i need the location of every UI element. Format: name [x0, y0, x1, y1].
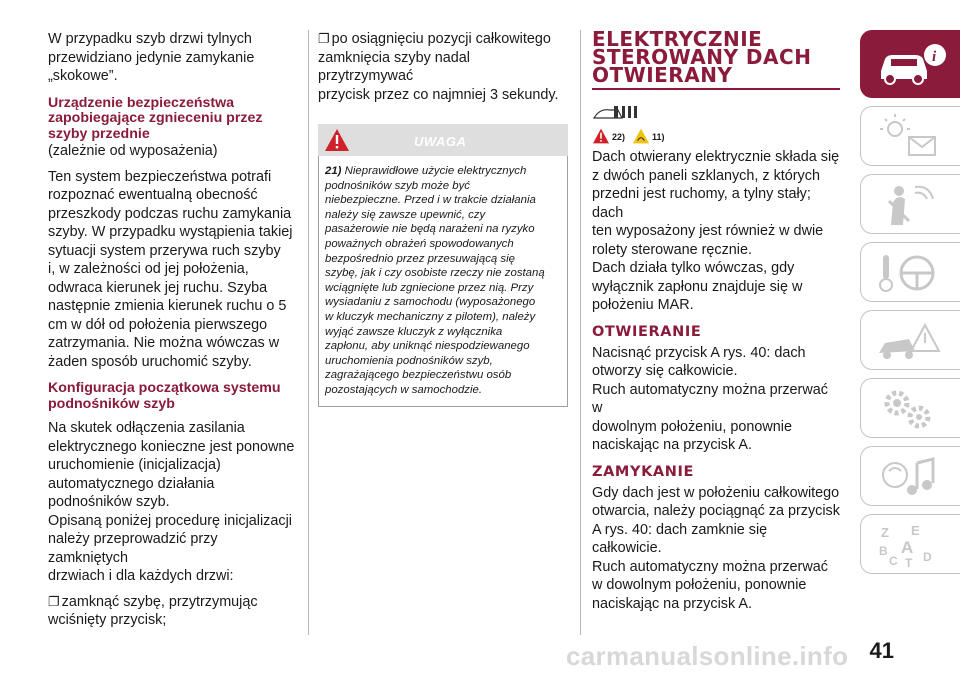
text-line: rozpoznać ewentualną obecność [48, 187, 258, 203]
page-number: 41 [869, 638, 894, 663]
phone-music-icon [875, 453, 947, 501]
warning-number: 21) [325, 165, 342, 177]
warning-reference: 22) [612, 132, 626, 142]
paragraph-sunroof-description [592, 148, 840, 315]
text-line: otwarcia, należy pociągnąć za przycisk [592, 503, 840, 519]
tab-emergency[interactable] [860, 310, 960, 370]
warning-header [318, 124, 568, 156]
warning-triangle-icon [592, 128, 610, 146]
warning-line: wyjąć zawsze kluczyk z wyłącznika [325, 325, 503, 338]
warning-body [318, 156, 568, 407]
text-line: zamknąć szybę, przytrzymując [61, 593, 258, 610]
svg-text:C: C [889, 554, 898, 568]
sunroof-symbol-icon [592, 104, 638, 127]
column-divider [580, 30, 581, 635]
svg-text:E: E [911, 523, 920, 538]
svg-text:Z: Z [881, 525, 889, 540]
text-line: następnie zmienia kierunek ruchu o 5 [48, 298, 287, 314]
text-line: zatrzymania. Nie można wówczas w [48, 335, 280, 351]
subheading-line: zapobiegające zgnieceniu przez [48, 110, 263, 126]
warning-line: niebezpieczne. Przed i w trakcie działania [325, 194, 536, 207]
section-title [592, 27, 840, 87]
tab-index[interactable] [860, 514, 960, 574]
text-line: otworzy się całkowicie. [592, 363, 738, 379]
text-line: położeniu MAR. [592, 297, 694, 313]
caution-triangle-icon [632, 128, 650, 146]
text-line: drzwiach i dla każdych drzwi: [48, 568, 234, 584]
text-line: Ruch automatyczny można przerwać w [592, 381, 828, 416]
text-line: przycisk przez co najmniej 3 sekundy. [318, 86, 559, 103]
text-line: wciśnięty przycisk; [48, 612, 167, 628]
warning-line: należy się zawsze upewnić, czy [325, 208, 486, 221]
column-1 [48, 30, 298, 630]
column-2 [318, 30, 568, 407]
title-line: OTWIERANY [592, 63, 733, 87]
text-line: sytuacji system przerywa ruch szyby [48, 242, 281, 259]
warning-line: wciągnięte lub zgniecione przez nią. Przy [325, 281, 534, 294]
checkbox-bullet-icon: ❐ [318, 31, 330, 46]
svg-text:T: T [905, 556, 913, 569]
title-line: STEROWANY DACH [592, 45, 812, 69]
paragraph-closing [592, 484, 840, 614]
subheading-line: szyby przednie [48, 125, 150, 142]
paragraph-initialization [48, 419, 298, 586]
text-line: ten wyposażony jest również w dwie [592, 223, 824, 239]
accident-warning-icon [875, 317, 947, 365]
text-line: Ten system bezpieczeństwa potrafi [48, 168, 272, 185]
intro-line: „skokowe”. [48, 68, 118, 84]
text-line: Gdy dach jest w położeniu całkowitego [592, 484, 840, 501]
warning-line: w kluczyk mechaniczny z pilotem), należy [325, 310, 536, 323]
text-line: zamknięcia szyby nadal przytrzymywać [318, 49, 470, 84]
column-divider [308, 30, 309, 635]
warning-title: UWAGA [414, 134, 467, 149]
warning-line: Nieprawidłowe użycie elektrycznych [344, 165, 527, 177]
svg-text:A: A [901, 538, 914, 557]
text-line: elektrycznego konieczne jest ponowne [48, 438, 295, 455]
paragraph-opening [592, 344, 840, 455]
svg-text:i: i [932, 49, 937, 65]
equipment-note: (zależnie od wyposażenia) [48, 143, 218, 159]
text-line: i, w zależności od jej położenia, [48, 261, 249, 277]
lights-warning-icon [875, 113, 947, 161]
warning-line: bezpośrednio przez przesuwającą się [325, 252, 515, 265]
gears-maintenance-icon [875, 385, 947, 433]
title-line: ELEKTRYCZNIE [592, 27, 763, 51]
chapter-tabs [848, 30, 960, 582]
warning-line: zagrażającego bezpieczeństwu osób [325, 369, 512, 382]
warning-line: zapłonu, aby uniknąć niespodziewanego [325, 340, 530, 353]
text-line: Dach otwierany elektrycznie składa się [592, 149, 840, 165]
text-line: przeszkody podczas ruchu zamykania [48, 205, 292, 222]
alphabet-index-icon [875, 521, 947, 569]
text-line: naciskając na przycisk A. [592, 595, 752, 612]
section-heading-opening: OTWIERANIE [592, 323, 702, 340]
text-line: cm w dół od położenia pierwszego [48, 316, 268, 333]
text-line: podnośników szyb. [48, 494, 170, 510]
paragraph-anti-pinch [48, 168, 298, 372]
text-line: Dach działa tylko wówczas, gdy [592, 260, 795, 276]
text-line: automatycznego działania [48, 475, 215, 492]
subheading-anti-pinch [48, 96, 298, 143]
text-line: po osiągnięciu pozycji całkowitego [331, 31, 551, 47]
subheading-line: Urządzenie bezpieczeństwa [48, 94, 235, 111]
watermark: carmanualsonline.info [566, 641, 849, 671]
tab-multimedia[interactable] [860, 446, 960, 506]
title-underline [592, 88, 840, 90]
caution-reference: 11) [652, 132, 665, 142]
text-line: odwraca kierunek jej ruchu. Szyba [48, 279, 268, 296]
key-steering-icon [875, 249, 947, 297]
subheading-line: podnośników szyb [48, 395, 175, 412]
column-3 [592, 27, 840, 613]
text-line: A rys. 40: dach zamknie się całkowicie. [592, 521, 768, 556]
tab-lights-warnings[interactable] [860, 106, 960, 166]
tab-driving[interactable] [860, 242, 960, 302]
text-line: w dowolnym położeniu, ponownie [592, 577, 807, 593]
checkbox-bullet-icon: ❐ [48, 593, 60, 609]
warning-line: poważnych obrażeń spowodowanych [325, 237, 514, 250]
car-info-icon [875, 37, 947, 89]
tab-maintenance[interactable] [860, 378, 960, 438]
text-line: naciskając na przycisk A. [592, 437, 752, 453]
text-line: należy przeprowadzić przy zamkniętych [48, 531, 218, 566]
step-close-window [48, 593, 298, 630]
text-line: z dwóch paneli szklanych, z których [592, 167, 820, 184]
warning-line: wysiadaniu z samochodu (wyposażonego [325, 296, 536, 309]
warning-triangle-icon [324, 128, 350, 157]
section-heading-closing: ZAMYKANIE [592, 463, 694, 480]
sunroof-symbol-row [592, 98, 840, 128]
text-line: rolety sterowane ręcznie. [592, 241, 752, 258]
subheading-line: Konfiguracja początkowa systemu [48, 380, 281, 396]
reference-row [592, 128, 840, 148]
intro-line: przewidziano jedynie zamykanie [48, 49, 255, 66]
text-line: Na skutek odłączenia zasilania [48, 420, 245, 436]
text-line: Opisaną poniżej procedurę inicjalizacji [48, 512, 292, 529]
warning-line: uruchomienia podnośników szyb, [325, 354, 493, 367]
tab-car-info[interactable] [860, 30, 960, 98]
seatbelt-airbag-icon [875, 181, 947, 229]
text-line: przedni jest ruchomy, a tylny stały; dach [592, 186, 811, 221]
text-line: szyby. W przypadku wystąpienia takiej [48, 224, 293, 240]
text-line: dowolnym położeniu, ponownie [592, 418, 793, 435]
svg-text:B: B [879, 544, 888, 558]
text-line: żaden sposób uruchomić szyby. [48, 353, 252, 370]
text-line: Nacisnąć przycisk A rys. 40: dach [592, 344, 806, 361]
tab-safety[interactable] [860, 174, 960, 234]
subheading-initialization [48, 381, 298, 412]
svg-text:D: D [923, 550, 932, 564]
text-line: wyłącznik zapłonu znajduje się w [592, 278, 803, 295]
text-line: Ruch automatyczny można przerwać [592, 558, 828, 575]
warning-line: pasażerowie nie będą narażeni na ryzyko [325, 223, 535, 236]
step-hold-button [318, 30, 568, 104]
warning-line: podnośników szyb może być [325, 179, 470, 192]
intro-line: W przypadku szyb drzwi tylnych [48, 31, 252, 47]
warning-line: pozostających w samochodzie. [325, 383, 483, 396]
text-line: uruchomienie (inicjalizacja) [48, 457, 221, 473]
warning-line: szybę, jak i czy osobiste rzeczy nie zostaną [325, 267, 545, 280]
